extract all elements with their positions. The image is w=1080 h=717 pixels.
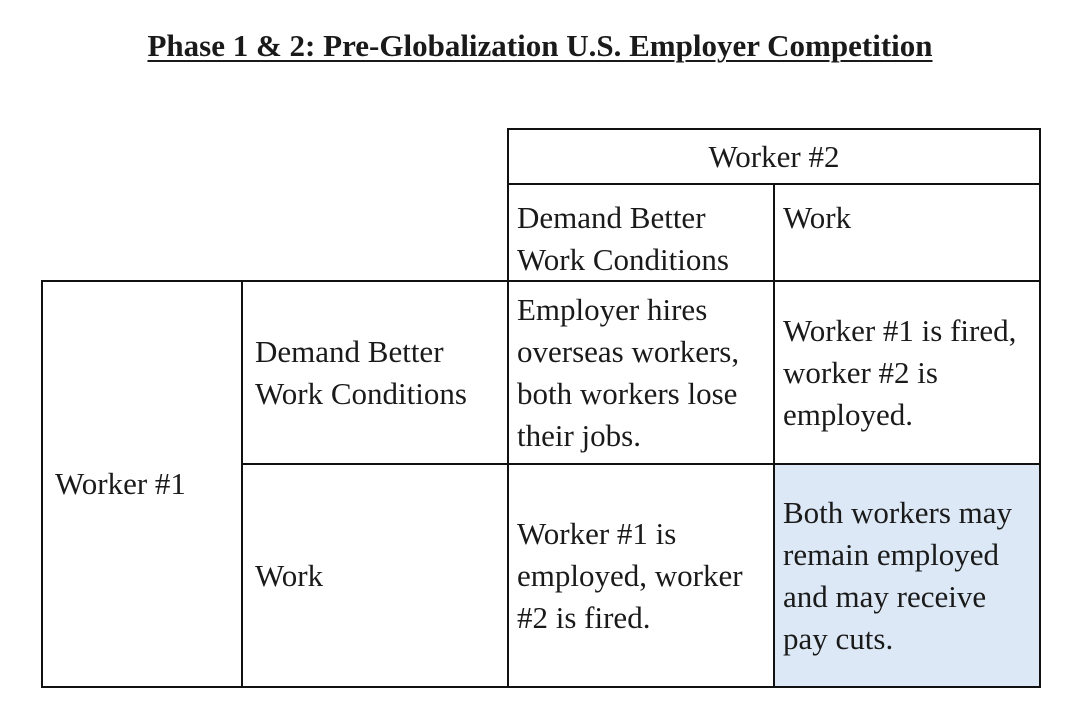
page-title: Phase 1 & 2: Pre-Globalization U.S. Employer Competition — [147, 28, 933, 63]
outcome-text: Employer hires overseas workers, both workers lose their jobs. — [517, 291, 740, 453]
row-strategy-demand — [241, 280, 509, 465]
row-strategy-label: Demand Better Work Conditions — [255, 333, 467, 411]
outcome-work-work-highlighted — [773, 463, 1041, 688]
col-strategy-demand — [507, 183, 775, 282]
outcome-work-demand — [507, 463, 775, 688]
col-strategy-work — [773, 183, 1041, 282]
row-player-label: Worker #1 — [55, 466, 186, 501]
row-strategy-work — [241, 463, 509, 688]
outcome-text: Worker #1 is fired, worker #2 is employed. — [783, 312, 1017, 432]
col-strategy-label: Work — [783, 200, 852, 235]
row-player-header — [41, 280, 243, 688]
col-strategy-label: Demand Better Work Conditions — [517, 200, 729, 277]
outcome-text: Worker #1 is employed, worker #2 is fired. — [517, 515, 743, 635]
outcome-demand-work — [773, 280, 1041, 465]
outcome-demand-demand — [507, 280, 775, 465]
outcome-text: Both workers may remain employed and may receive pay cuts. — [783, 494, 1013, 656]
row-strategy-label: Work — [255, 557, 324, 593]
col-player-header — [507, 128, 1041, 185]
col-player-label: Worker #2 — [708, 138, 840, 174]
